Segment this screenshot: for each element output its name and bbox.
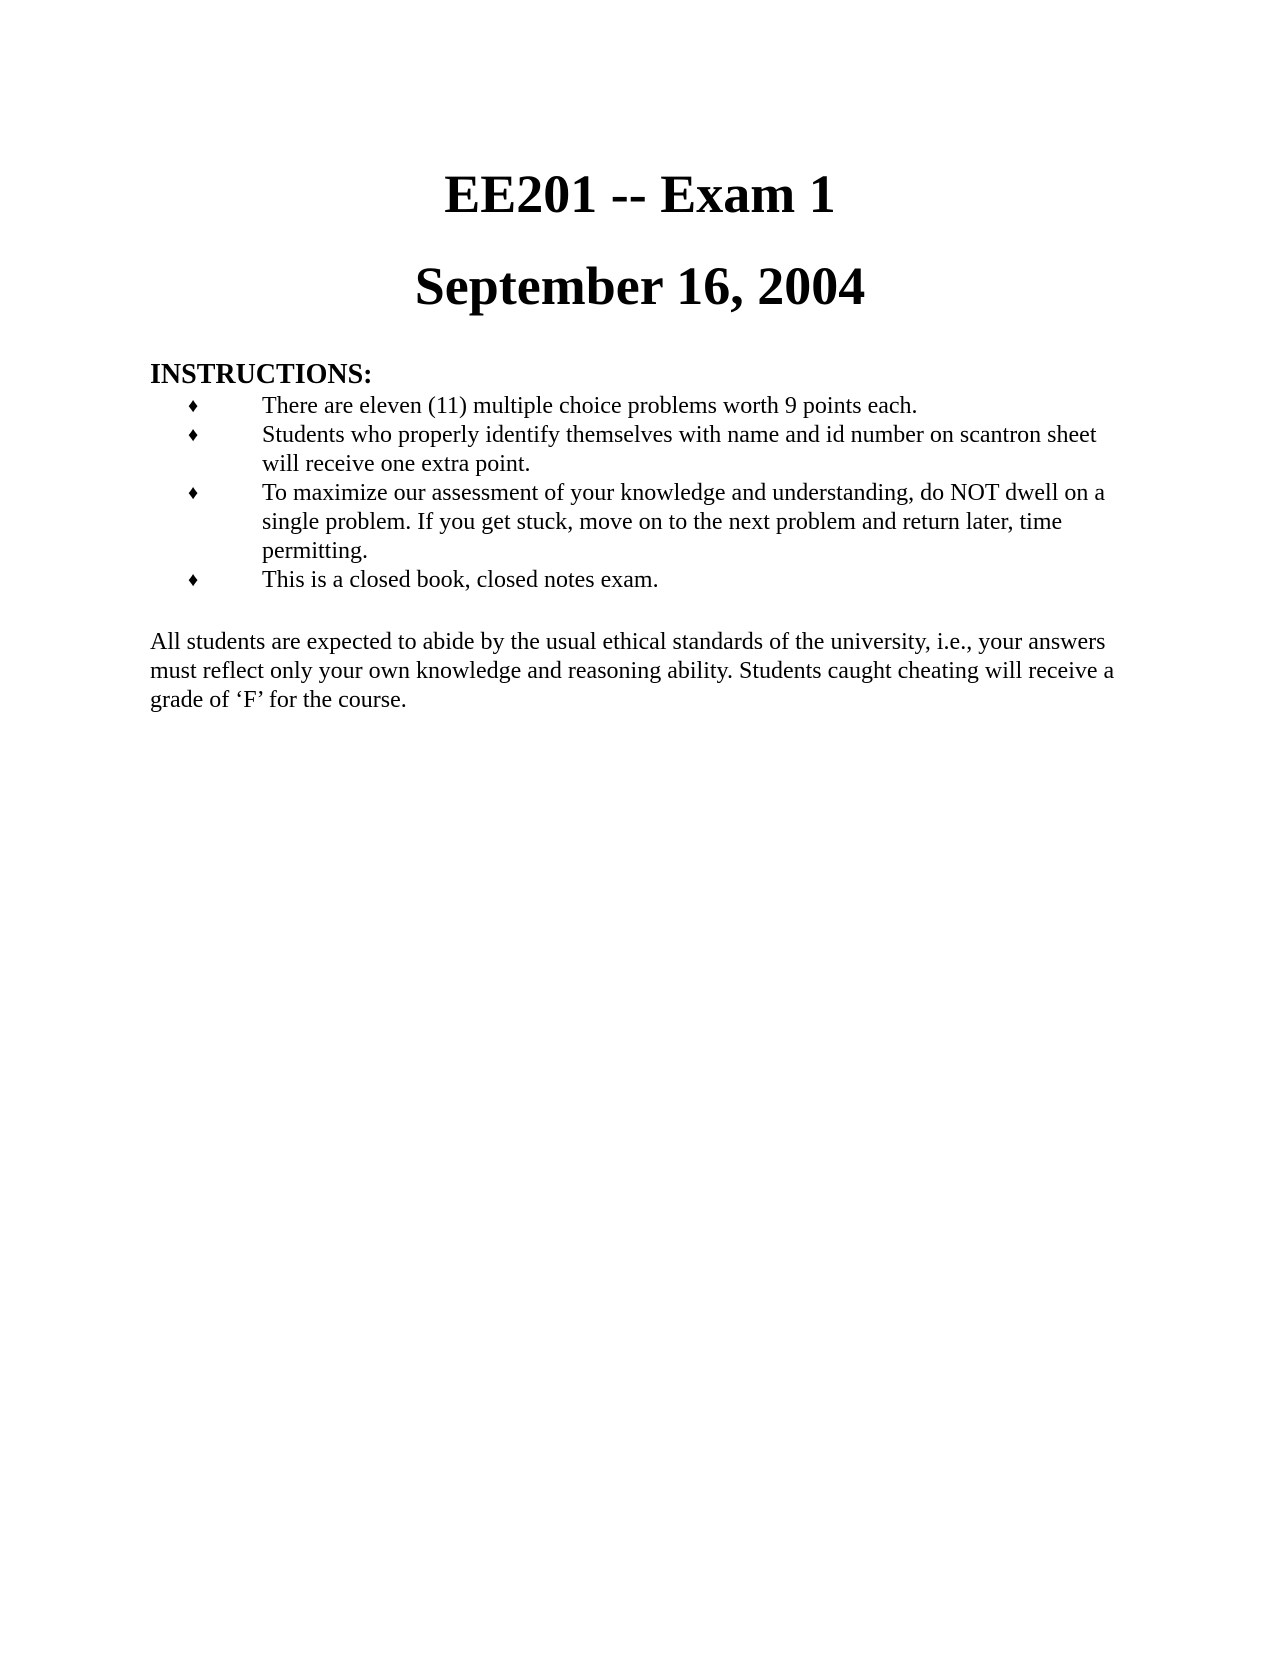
- list-item-text: There are eleven (11) multiple choice problems worth 9 points each.: [262, 393, 918, 419]
- diamond-bullet-icon: ♦: [188, 482, 199, 504]
- diamond-bullet-icon: ♦: [188, 424, 199, 446]
- title-block: [0, 148, 1280, 332]
- ethics-paragraph: All students are expected to abide by the usual ethical standards of the university, i.e., your answers must reflect only your own knowledge and reasoning ability. Students caught cheating will receive a grade of ‘F’ for the course.: [150, 629, 1115, 713]
- diamond-bullet-icon: ♦: [188, 569, 199, 591]
- list-item: [150, 479, 1110, 566]
- list-item: [150, 392, 1110, 421]
- list-item: [150, 566, 1110, 595]
- exam-date: September 16, 2004: [414, 256, 866, 316]
- diamond-bullet-icon: ♦: [188, 395, 199, 417]
- instructions-heading: INSTRUCTIONS:: [150, 359, 373, 390]
- list-item-text: Students who properly identify themselves with name and id number on scantron sheet will receive one extra point.: [262, 422, 1097, 477]
- list-item-text: This is a closed book, closed notes exam.: [262, 567, 659, 593]
- list-item-text: To maximize our assessment of your knowledge and understanding, do NOT dwell on a single problem. If you get stuck, move on to the next problem and return later, time permitting.: [262, 480, 1106, 564]
- exam-title: EE201 -- Exam 1: [444, 164, 836, 224]
- instructions-list: [150, 392, 1110, 595]
- list-item: [150, 421, 1110, 479]
